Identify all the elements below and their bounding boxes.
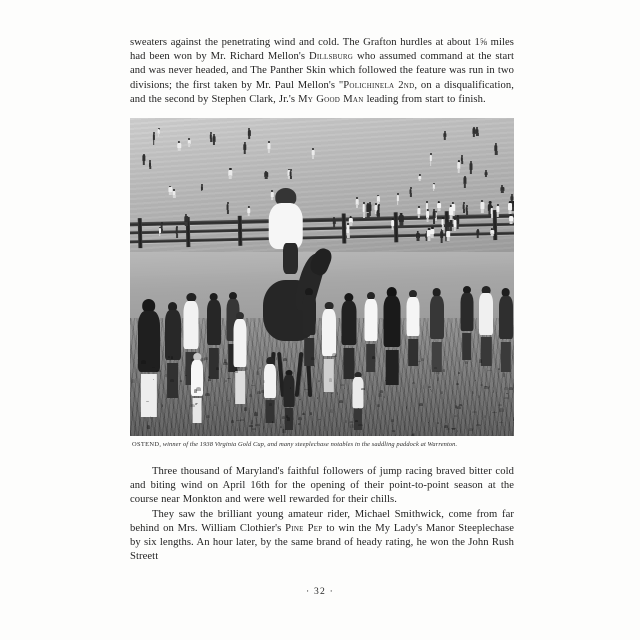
figure-torso (499, 296, 513, 340)
text-run: , on a disqualification, and the second by Stephen Clark, Jr.'s (130, 79, 514, 105)
grass-tuft (317, 397, 318, 399)
paragraph-continued (130, 36, 514, 107)
grass-tuft (237, 367, 240, 368)
grass-tuft (454, 415, 457, 416)
grass-tuft (406, 406, 407, 409)
grass-tuft (377, 404, 380, 407)
grass-tuft (436, 371, 439, 374)
paragraph-maryland (130, 465, 514, 508)
grass-tuft (478, 395, 480, 399)
grass-tuft (456, 383, 459, 385)
grass-tuft (299, 399, 301, 400)
grass-tuft (318, 380, 320, 383)
grass-tuft (298, 423, 300, 425)
grass-tuft (498, 368, 500, 371)
grass-tuft (214, 404, 216, 406)
photo-caption (130, 440, 514, 449)
grass-tuft (298, 417, 302, 420)
text-run: sweaters against the penetrating wind and cold. The Grafton hurdles at about 1 (130, 37, 480, 48)
grass-tuft (282, 416, 285, 419)
grass-tuft (345, 420, 348, 423)
grass-tuft (487, 370, 492, 372)
grass-tuft (302, 359, 303, 362)
grass-tuft (257, 391, 261, 394)
grass-tuft (350, 424, 354, 428)
grass-tuft (330, 409, 333, 413)
grass-tuft (249, 394, 252, 398)
grass-tuft (504, 387, 507, 390)
grass-tuft (499, 408, 504, 412)
grass-tuft (509, 387, 513, 390)
grass-tuft (428, 386, 430, 387)
grass-tuft (472, 411, 477, 414)
grass-tuft (423, 385, 424, 388)
grass-tuft (259, 367, 261, 369)
text-run: who assumed command at the start and was never headed, and The Panther Skin which followed the feature was run in two divisions; the first taken by Mr. Paul Mellon's " (130, 51, 514, 91)
grass-tuft (168, 356, 170, 358)
grass-tuft (141, 360, 146, 363)
grass-tuft (384, 396, 385, 398)
text-run: to win the My Lady's Manor Steeplechase by six lengths. An hour later, by the same brand of heady rating, he won the John Rush Streett (130, 522, 514, 563)
grass-tuft (465, 361, 468, 364)
grass-tuft (272, 421, 274, 423)
grass-tuft (457, 430, 458, 433)
grass-tuft (411, 434, 413, 435)
grass-tuft (249, 425, 253, 426)
horse-name: Pine Pep (285, 522, 323, 534)
grass-tuft (256, 371, 259, 375)
grass-tuft (480, 384, 483, 386)
grass-tuft (283, 358, 287, 362)
grass-tuft (378, 393, 382, 397)
grass-tuft (458, 372, 460, 373)
grass-tuft (332, 353, 336, 357)
grass-tuft (287, 417, 290, 421)
grass-tuft (304, 389, 309, 390)
grass-tuft (331, 393, 333, 395)
grass-tuft (418, 361, 421, 362)
grass-tuft (252, 380, 253, 381)
grass-tuft (190, 404, 195, 407)
grass-tuft (308, 384, 310, 385)
grass-tuft (282, 429, 286, 433)
grass-tuft (310, 412, 312, 415)
grass-tuft (171, 356, 173, 359)
grass-tuft (452, 428, 455, 430)
grass-tuft (441, 391, 444, 394)
grass-tuft (337, 392, 338, 395)
photograph (130, 118, 514, 436)
grass-tuft (355, 420, 359, 423)
page-content-column (130, 36, 514, 564)
grass-tuft (152, 367, 154, 368)
grass-tuft (180, 380, 182, 382)
grass-tuft (358, 424, 363, 426)
grass-tuft (205, 393, 210, 396)
grass-tuft (350, 421, 353, 423)
grass-tuft (380, 390, 384, 393)
grass-tuft (170, 379, 173, 382)
grass-tuft (503, 373, 506, 377)
grass-tuft (504, 397, 509, 399)
grass-tuft (165, 374, 166, 377)
grass-tuft (421, 358, 424, 361)
grass-tuft (204, 357, 208, 360)
page-number: · 32 · (306, 586, 334, 597)
grass-tuft (131, 379, 135, 383)
figure-torso (322, 309, 336, 356)
figure-torso (383, 296, 400, 347)
grass-tuft (311, 357, 315, 359)
grass-tuft (475, 380, 477, 381)
horse-name: Polichinela 2nd (343, 79, 415, 91)
grass-tuft (255, 424, 260, 426)
grass-tuft (231, 420, 234, 423)
caption-subject-name: OSTEND (132, 441, 160, 449)
grass-tuft (280, 426, 282, 428)
grass-tuft (263, 380, 265, 383)
grass-tuft (252, 428, 256, 430)
grass-tuft (457, 406, 461, 409)
caption-text: , winner of the 1938 Virginia Gold Cup, and many steeplechase notables in the saddling paddock at Warrenton. (159, 441, 458, 449)
grass-tuft (489, 386, 490, 388)
grass-tuft (446, 428, 450, 430)
grass-tuft (216, 367, 220, 371)
grass-tuft (162, 404, 163, 407)
grass-tuft (329, 378, 332, 381)
grass-tuft (227, 378, 231, 380)
crowd-figure (460, 286, 473, 360)
grass-tuft (185, 375, 187, 377)
grass-tuft (431, 390, 432, 392)
grass-tuft (372, 356, 375, 359)
grass-tuft (484, 415, 486, 418)
figure-torso (341, 301, 356, 346)
grass-tuft (227, 400, 230, 401)
grass-tuft (476, 424, 481, 427)
grass-tuft (437, 377, 439, 381)
figure-torso (430, 296, 444, 340)
grass-tuft (251, 385, 255, 386)
grass-tuft (235, 369, 238, 373)
figure-torso (303, 295, 316, 336)
grass-tuft (146, 401, 149, 402)
horse-name: My Good Man (298, 93, 364, 105)
grass-tuft (341, 384, 344, 386)
grass-tuft (469, 428, 473, 431)
grass-tuft (269, 403, 272, 405)
grass-tuft (244, 407, 247, 410)
grass-tuft (412, 382, 416, 383)
grass-tuft (492, 412, 497, 413)
grass-tuft (153, 379, 155, 380)
figure-torso (460, 293, 473, 331)
grass-tuft (261, 390, 264, 393)
figure-torso (207, 300, 221, 345)
text-run: Three thousand of Maryland's faithful followers of jump racing braved bitter cold and biting wind on April 16th for the opening of their point-to-point season at the course near Monkton and were well rewarded for their chills. (130, 466, 514, 506)
grass-tuft (251, 420, 252, 424)
grass-tuft (472, 391, 474, 394)
text-run: They saw the brilliant young amateur rider, Michael Smithwick, come from far behind on Mrs. William Clothier's (130, 508, 514, 534)
grass-tuft (428, 422, 429, 423)
grass-tuft (344, 388, 346, 389)
grass-tuft (513, 419, 514, 421)
grass-tuft (208, 376, 209, 378)
grass-tufts (130, 353, 514, 436)
grass-tuft (206, 415, 210, 417)
grass-tuft (196, 403, 198, 404)
grass-tuft (225, 380, 227, 382)
photograph-image (130, 118, 514, 436)
grass-tuft (318, 419, 321, 421)
grass-tuft (240, 419, 244, 421)
grass-tuft (443, 369, 445, 372)
grass-tuft (208, 379, 211, 381)
grass-tuft (385, 380, 386, 381)
text-run: miles had been won by Mr. Richard Mellon's (130, 37, 514, 63)
figure-torso (184, 301, 199, 349)
paragraph-smithwick (130, 508, 514, 565)
grass-tuft (506, 393, 509, 395)
grass-tuft (392, 430, 395, 432)
caption-spacer (130, 449, 514, 465)
grass-tuft (150, 416, 152, 419)
grass-tuft (484, 386, 489, 389)
text-run: leading from start to finish. (363, 93, 486, 105)
grass-tuft (479, 359, 482, 363)
grass-tuft (391, 419, 395, 422)
grass-tuft (339, 400, 343, 403)
figure-torso (406, 297, 419, 337)
figure-torso (364, 299, 377, 341)
grass-tuft (263, 426, 265, 429)
grass-tuft (314, 365, 315, 368)
grass-tuft (493, 390, 494, 392)
grass-tuft (156, 370, 161, 372)
grass-tuft (361, 388, 364, 390)
grass-tuft (224, 359, 226, 363)
grass-tuft (419, 403, 423, 406)
grass-tuft (498, 404, 503, 406)
grass-tuft (191, 359, 194, 360)
grass-tuft (196, 387, 201, 391)
grass-tuft (147, 425, 150, 429)
fraction: ⅝ (479, 38, 488, 48)
grass-tuft (434, 367, 438, 369)
grass-tuft (437, 422, 439, 424)
horse-name: Dillsburg (308, 51, 354, 63)
grass-tuft (499, 422, 504, 423)
figure-torso (479, 293, 493, 335)
grass-tuft (290, 387, 291, 390)
grass-tuft (254, 412, 258, 415)
grass-tuft (237, 428, 238, 430)
grass-tuft (245, 367, 249, 370)
grass-tuft (276, 357, 277, 360)
